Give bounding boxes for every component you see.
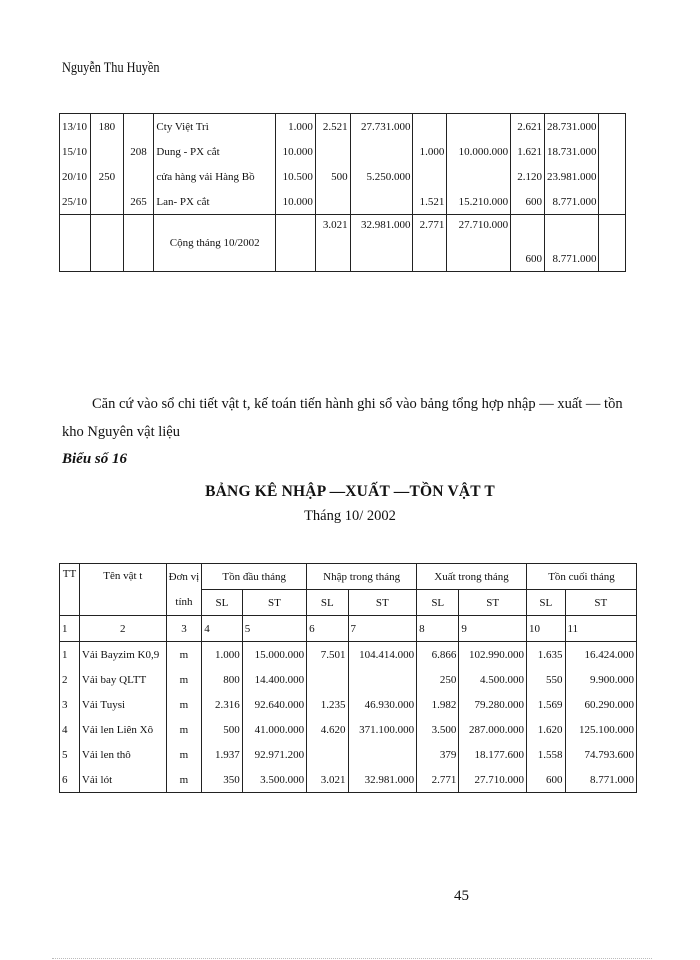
summary-cell-out_st: 4.500.000 [459, 667, 527, 692]
summary-cell-close_sl: 1.635 [527, 642, 566, 668]
summary-row [60, 742, 637, 767]
ledger-cell-bal_st: 23.981.000 [544, 164, 599, 189]
summary-cell-tt: 5 [60, 742, 80, 767]
ledger-total-out_sl: 2.771 [413, 215, 447, 272]
summary-cell-name: Vải bay QLTT [79, 667, 166, 692]
header-unit [166, 564, 202, 616]
summary-cell-open_sl: 350 [202, 767, 242, 793]
ledger-cell-blank [90, 215, 123, 272]
ledger-cell-out_st [447, 114, 511, 140]
ledger-cell-desc: cửa hàng vải Hàng Bồ [154, 164, 276, 189]
ledger-cell-blank [123, 215, 154, 272]
summary-cell-close_sl: 1.569 [527, 692, 566, 717]
summary-cell-out_sl: 2.771 [417, 767, 459, 793]
ledger-cell-blank [599, 164, 626, 189]
summary-cell-close_sl: 600 [527, 767, 566, 793]
ledger-cell-out_sl [413, 114, 447, 140]
intro-paragraph: Căn cứ vào sổ chi tiết vật t, kế toán tiến hành ghi sổ vào bảng tổng hợp nhập — xuất — tồn kho Nguyên vật liệu [62, 396, 623, 440]
ledger-total-row [60, 215, 626, 272]
ledger-cell-in_no [90, 139, 123, 164]
report-title: BẢNG KÊ NHẬP —XUẤT —TỒN VẬT T [205, 483, 495, 500]
index-row [60, 616, 637, 642]
summary-cell-unit: m [166, 642, 202, 668]
ledger-cell-blank [275, 215, 315, 272]
summary-cell-tt: 4 [60, 717, 80, 742]
ledger-cell-blank [60, 215, 91, 272]
summary-row [60, 767, 637, 793]
header-opening: Tồn đầu tháng [202, 564, 307, 590]
ledger-cell-in_st: 5.250.000 [350, 164, 413, 189]
ledger-cell-bal_st: 28.731.000 [544, 114, 599, 140]
ledger-cell-in_sl: 2.521 [315, 114, 350, 140]
ledger-cell-out_no: 208 [123, 139, 154, 164]
summary-cell-tt: 2 [60, 667, 80, 692]
summary-cell-unit: m [166, 692, 202, 717]
ledger-cell-out_st: 15.210.000 [447, 189, 511, 215]
index-cell: 6 [307, 616, 348, 642]
ledger-cell-price: 10.000 [275, 189, 315, 215]
inventory-summary-table [59, 563, 637, 793]
summary-cell-open_st: 92.640.000 [242, 692, 306, 717]
ledger-row [60, 114, 626, 140]
stock-ledger-table [59, 113, 626, 272]
header-unit-b: tính [175, 595, 193, 608]
summary-cell-name: Vải len Liên Xô [79, 717, 166, 742]
summary-cell-close_st: 74.793.600 [565, 742, 636, 767]
summary-cell-unit: m [166, 717, 202, 742]
ledger-cell-out_sl: 1.521 [413, 189, 447, 215]
ledger-cell-in_st [350, 189, 413, 215]
header-sl: SL [527, 590, 566, 616]
header-import: Nhập trong tháng [307, 564, 417, 590]
summary-cell-name: Vải Tuysi [79, 692, 166, 717]
summary-cell-in_sl: 4.620 [307, 717, 348, 742]
summary-cell-open_st: 41.000.000 [242, 717, 306, 742]
summary-cell-open_sl: 2.316 [202, 692, 242, 717]
index-cell: 11 [565, 616, 636, 642]
summary-cell-open_st: 92.971.200 [242, 742, 306, 767]
page-bottom-divider [52, 958, 652, 959]
summary-cell-out_sl: 1.982 [417, 692, 459, 717]
ledger-cell-in_st [350, 139, 413, 164]
ledger-cell-in_no: 180 [90, 114, 123, 140]
summary-cell-out_st: 102.990.000 [459, 642, 527, 668]
summary-cell-name: Vải Bayzim K0,9 [79, 642, 166, 668]
summary-cell-close_st: 16.424.000 [565, 642, 636, 668]
summary-cell-tt: 1 [60, 642, 80, 668]
summary-cell-in_sl: 1.235 [307, 692, 348, 717]
header-st: ST [459, 590, 527, 616]
header-unit-a: Đơn vị [168, 570, 200, 583]
summary-cell-in_st [348, 667, 417, 692]
index-cell: 9 [459, 616, 527, 642]
ledger-cell-out_sl: 1.000 [413, 139, 447, 164]
summary-cell-close_st: 9.900.000 [565, 667, 636, 692]
summary-cell-open_sl: 1.937 [202, 742, 242, 767]
summary-cell-open_sl: 500 [202, 717, 242, 742]
ledger-cell-date: 15/10 [60, 139, 91, 164]
summary-cell-in_sl: 3.021 [307, 767, 348, 793]
header-closing: Tồn cuối tháng [527, 564, 637, 590]
ledger-total-bal_sl: 600 [511, 215, 545, 272]
ledger-cell-bal_sl: 1.621 [511, 139, 545, 164]
summary-row [60, 717, 637, 742]
summary-cell-out_st: 27.710.000 [459, 767, 527, 793]
summary-cell-name: Vải len thô [79, 742, 166, 767]
summary-cell-in_sl [307, 742, 348, 767]
ledger-row [60, 164, 626, 189]
summary-cell-unit: m [166, 767, 202, 793]
summary-cell-in_st: 46.930.000 [348, 692, 417, 717]
summary-cell-open_sl: 1.000 [202, 642, 242, 668]
summary-cell-out_sl: 250 [417, 667, 459, 692]
summary-cell-out_sl: 379 [417, 742, 459, 767]
summary-cell-out_sl: 6.866 [417, 642, 459, 668]
ledger-cell-blank [599, 215, 626, 272]
ledger-cell-out_st [447, 164, 511, 189]
ledger-cell-out_no [123, 114, 154, 140]
ledger-cell-bal_st: 18.731.000 [544, 139, 599, 164]
summary-row [60, 692, 637, 717]
summary-row [60, 642, 637, 668]
summary-cell-in_st: 32.981.000 [348, 767, 417, 793]
ledger-cell-out_st: 10.000.000 [447, 139, 511, 164]
summary-cell-open_sl: 800 [202, 667, 242, 692]
ledger-total-label: Cộng tháng 10/2002 [154, 215, 276, 272]
ledger-total-in_st: 32.981.000 [350, 215, 413, 272]
ledger-cell-date: 20/10 [60, 164, 91, 189]
ledger-cell-date: 25/10 [60, 189, 91, 215]
summary-cell-in_sl: 7.501 [307, 642, 348, 668]
summary-cell-tt: 6 [60, 767, 80, 793]
ledger-cell-price: 1.000 [275, 114, 315, 140]
header-sl: SL [202, 590, 242, 616]
ledger-cell-blank [599, 189, 626, 215]
header-export: Xuất trong tháng [417, 564, 527, 590]
index-cell: 5 [242, 616, 306, 642]
ledger-cell-bal_st: 8.771.000 [544, 189, 599, 215]
summary-cell-in_st: 104.414.000 [348, 642, 417, 668]
summary-cell-close_st: 125.100.000 [565, 717, 636, 742]
summary-cell-in_st [348, 742, 417, 767]
ledger-cell-blank [599, 114, 626, 140]
summary-cell-open_st: 14.400.000 [242, 667, 306, 692]
summary-cell-tt: 3 [60, 692, 80, 717]
summary-cell-name: Vải lót [79, 767, 166, 793]
summary-cell-close_sl: 550 [527, 667, 566, 692]
report-subtitle: Tháng 10/ 2002 [304, 508, 396, 524]
summary-cell-in_st: 371.100.000 [348, 717, 417, 742]
index-cell: 3 [166, 616, 202, 642]
ledger-cell-price: 10.500 [275, 164, 315, 189]
ledger-total-out_st: 27.710.000 [447, 215, 511, 272]
form-label: Biểu số 16 [62, 451, 128, 467]
header-name: Tên vật t [79, 564, 166, 616]
summary-cell-close_sl: 1.620 [527, 717, 566, 742]
ledger-cell-in_sl [315, 139, 350, 164]
ledger-cell-in_st: 27.731.000 [350, 114, 413, 140]
summary-cell-unit: m [166, 667, 202, 692]
index-cell: 1 [60, 616, 80, 642]
ledger-cell-out_no: 265 [123, 189, 154, 215]
summary-row [60, 667, 637, 692]
summary-cell-open_st: 15.000.000 [242, 642, 306, 668]
ledger-cell-out_sl [413, 164, 447, 189]
author-header: Nguyễn Thu Huyền [62, 60, 160, 76]
ledger-cell-bal_sl: 600 [511, 189, 545, 215]
summary-cell-out_st: 287.000.000 [459, 717, 527, 742]
summary-cell-close_st: 8.771.000 [565, 767, 636, 793]
summary-cell-in_sl [307, 667, 348, 692]
ledger-cell-desc: Cty Việt Trì [154, 114, 276, 140]
index-cell: 4 [202, 616, 242, 642]
index-cell: 2 [79, 616, 166, 642]
summary-cell-out_st: 18.177.600 [459, 742, 527, 767]
ledger-cell-bal_sl: 2.621 [511, 114, 545, 140]
header-sl: SL [417, 590, 459, 616]
header-st: ST [348, 590, 417, 616]
summary-cell-open_st: 3.500.000 [242, 767, 306, 793]
header-st: ST [565, 590, 636, 616]
ledger-cell-blank [599, 139, 626, 164]
ledger-cell-price: 10.000 [275, 139, 315, 164]
ledger-cell-in_sl [315, 189, 350, 215]
index-cell: 7 [348, 616, 417, 642]
ledger-cell-date: 13/10 [60, 114, 91, 140]
index-cell: 8 [417, 616, 459, 642]
summary-cell-out_sl: 3.500 [417, 717, 459, 742]
ledger-total-in_sl: 3.021 [315, 215, 350, 272]
ledger-total-bal_st: 8.771.000 [544, 215, 599, 272]
summary-cell-close_st: 60.290.000 [565, 692, 636, 717]
ledger-cell-in_sl: 500 [315, 164, 350, 189]
ledger-row [60, 189, 626, 215]
index-cell: 10 [527, 616, 566, 642]
summary-cell-close_sl: 1.558 [527, 742, 566, 767]
header-sl: SL [307, 590, 348, 616]
ledger-cell-in_no: 250 [90, 164, 123, 189]
summary-cell-out_st: 79.280.000 [459, 692, 527, 717]
header-tt: TT [60, 564, 80, 616]
ledger-cell-in_no [90, 189, 123, 215]
header-st: ST [242, 590, 306, 616]
ledger-cell-out_no [123, 164, 154, 189]
page-number: 45 [454, 888, 469, 904]
summary-cell-unit: m [166, 742, 202, 767]
ledger-row [60, 139, 626, 164]
ledger-cell-bal_sl: 2.120 [511, 164, 545, 189]
ledger-cell-desc: Lan- PX cắt [154, 189, 276, 215]
ledger-cell-desc: Dung - PX cắt [154, 139, 276, 164]
